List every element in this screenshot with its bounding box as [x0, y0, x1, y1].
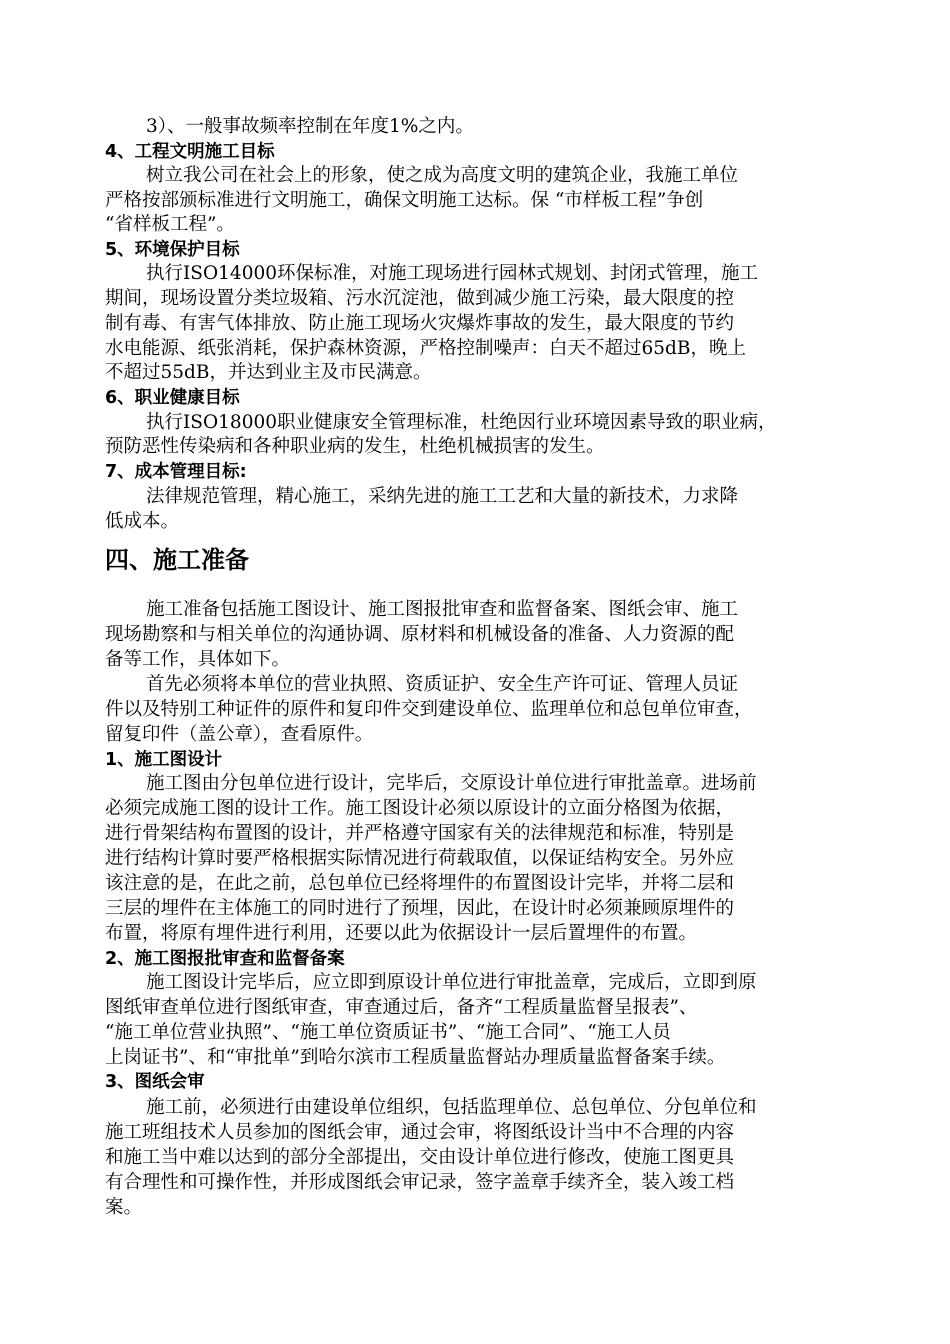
text-line: 上岗证书”、和“审批单”到哈尔滨市工程质量监督站办理质量监督备案手续。	[105, 1047, 726, 1068]
text-line: “施工单位营业执照”、“施工单位资质证书”、“施工合同”、“施工人员	[105, 1022, 671, 1043]
text-line: 3）、一般事故频率控制在年度1%之内。	[146, 116, 474, 137]
text-line: 施工图由分包单位进行设计，完毕后，交原设计单位进行审批盖章。进场前	[146, 773, 757, 794]
text-line: 施工前，必须进行由建设单位组织，包括监理单位、总包单位、分包单位和	[146, 1097, 757, 1118]
text-line: 留复印件（盖公章），查看原件。	[105, 724, 374, 745]
text-line: 期间，现场设置分类垃圾箱、污水沉淀池，做到减少施工污染，最大限度的控	[105, 288, 735, 309]
heading-drawing-design: 1、施工图设计	[105, 750, 223, 770]
text-line: 不超过55dB，并达到业主及市民满意。	[105, 362, 432, 383]
text-line: 和施工当中难以达到的部分全部提出，交由设计单位进行修改，使施工图更具	[105, 1147, 735, 1168]
text-line: 有合理性和可操作性，并形成图纸会审记录，签字盖章手续齐全，装入竣工档	[105, 1172, 735, 1193]
text-line: 首先必须将本单位的营业执照、资质证护、安全生产许可证、管理人员证	[146, 674, 739, 695]
text-line: 现场勘察和与相关单位的沟通协调、原材料和机械设备的准备、人力资源的配	[105, 624, 735, 645]
text-line: 备等工作，具体如下。	[105, 649, 291, 670]
text-line: “省样板工程”。	[105, 214, 235, 235]
text-line: 执行ISO14000环保标准，对施工现场进行园林式规划、封闭式管理，施工	[146, 263, 759, 284]
text-line: 案。	[105, 1197, 143, 1218]
text-line: 图纸审查单位进行图纸审查，审查通过后，备齐“工程质量监督呈报表”、	[105, 997, 698, 1018]
text-line: 三层的埋件在主体施工的同时进行了预埋，因此，在设计时必须兼顾原埋件的	[105, 898, 735, 919]
text-line: 严格按部颁标准进行文明施工，确保文明施工达标。保 “市样板工程”争创	[105, 190, 704, 211]
text-line: 布置，将原有埋件进行利用，还要以此为依据设计一层后置埋件的布置。	[105, 923, 698, 944]
heading-drawing-review: 3、图纸会审	[105, 1072, 205, 1092]
text-line: 法律规范管理，精心施工，采纳先进的施工工艺和大量的新技术，力求降	[146, 486, 739, 507]
text-line: 施工班组技术人员参加的图纸会审，通过会审，将图纸设计当中不合理的内容	[105, 1122, 735, 1143]
text-line: 进行结构计算时要严格根据实际情况进行荷载取值，以保证结构安全。另外应	[105, 848, 735, 869]
text-line: 施工准备包括施工图设计、施工图报批审查和监督备案、图纸会审、施工	[146, 599, 739, 620]
heading-cost-management: 7、成本管理目标:	[105, 462, 247, 482]
heading-approval-filing: 2、施工图报批审查和监督备案	[105, 949, 345, 969]
text-line: 该注意的是，在此之前，总包单位已经将埋件的布置图设计完毕，并将二层和	[105, 873, 735, 894]
text-line: 水电能源、纸张消耗，保护森林资源，严格控制噪声：白天不超过65dB，晚上	[105, 338, 746, 359]
text-line: 进行骨架结构布置图的设计，并严格遵守国家有关的法律规范和标准，特别是	[105, 823, 735, 844]
heading-occupational-health: 6、职业健康目标	[105, 388, 240, 408]
text-line: 制有毒、有害气体排放、防止施工现场火灾爆炸事故的发生，最大限度的节约	[105, 313, 735, 334]
text-line: 施工图设计完毕后，应立即到原设计单位进行审批盖章，完成后，立即到原	[146, 972, 757, 993]
text-line: 低成本。	[105, 511, 180, 532]
text-line: 必须完成施工图的设计工作。施工图设计必须以原设计的立面分格图为依据，	[105, 798, 735, 819]
section-title: 四、施工准备	[105, 546, 249, 574]
text-line: 树立我公司在社会上的形象，使之成为高度文明的建筑企业，我施工单位	[146, 165, 739, 186]
text-line: 件以及特别工种证件的原件和复印件交到建设单位、监理单位和总包单位审查，	[105, 699, 753, 720]
heading-civilized-construction: 4、工程文明施工目标	[105, 142, 275, 162]
text-line: 执行ISO18000职业健康安全管理标准，杜绝因行业环境因素导致的职业病，	[146, 412, 777, 433]
text-line: 预防恶性传染病和各种职业病的发生，杜绝机械损害的发生。	[105, 436, 605, 457]
heading-environment: 5、环境保护目标	[105, 240, 240, 260]
